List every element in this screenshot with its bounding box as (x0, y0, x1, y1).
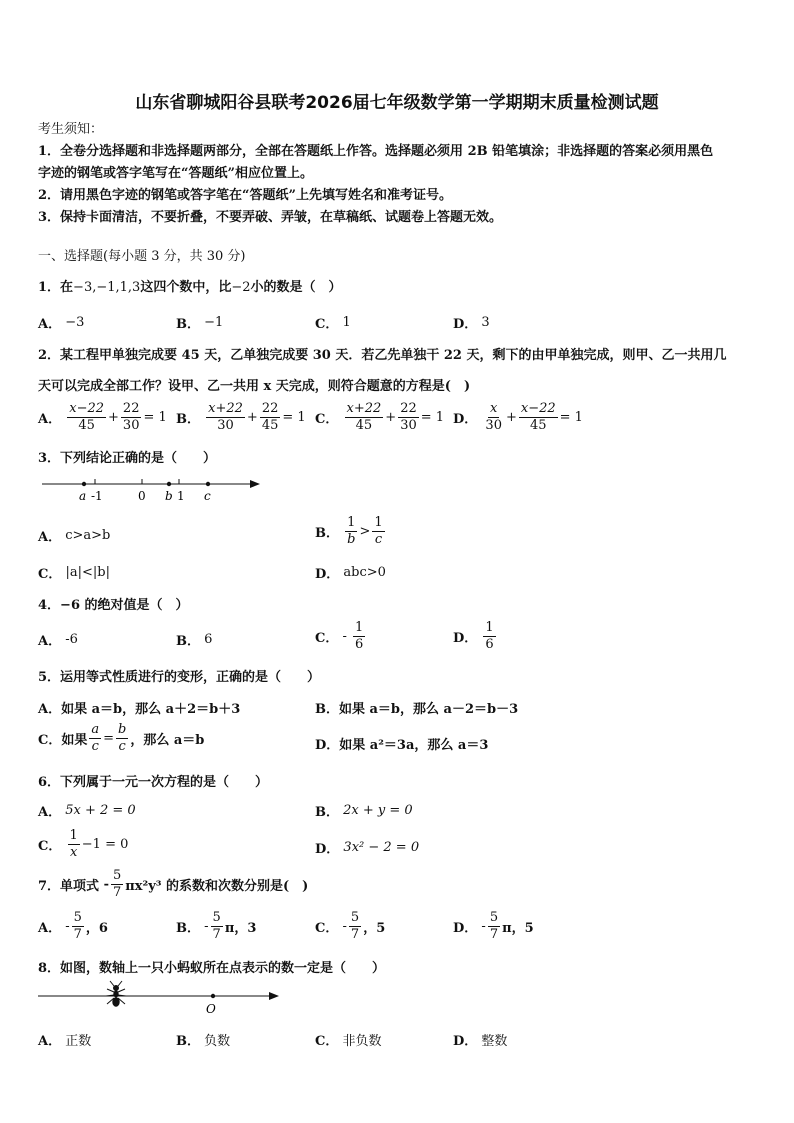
option-b[interactable]: B．如果 a＝b，那么 a－2＝b－3 (315, 702, 519, 717)
option-b[interactable]: B． - $\frac{5}{7}$ π，3 (176, 910, 257, 942)
notice-heading: 考生须知： (38, 122, 104, 137)
number-line-figure (38, 474, 268, 506)
option-b[interactable]: B． −1 (176, 315, 224, 332)
page-title: 山东省聊城阳谷县联考2026届七年级数学第一学期期末质量检测试题 (135, 93, 659, 113)
option-a[interactable]: A． - $\frac{5}{7}$ ，6 (38, 910, 108, 942)
point-a (82, 482, 86, 486)
option-b[interactable]: B． 2x + y = 0 (315, 803, 413, 820)
option-a[interactable]: A． -6 (38, 632, 78, 649)
fraction: $\frac{x}{30}$ (485, 401, 502, 433)
option-a[interactable]: A． −3 (38, 315, 85, 332)
question-4-stem: 4．−6 的绝对值是（ ） (38, 598, 189, 613)
option-b[interactable]: B． $\frac{1}{b}$ > $\frac{1}{c}$ (315, 515, 383, 547)
fraction: $\frac{a}{c}$ (91, 722, 100, 754)
point-b (167, 482, 171, 486)
fraction: $\frac{5}{7}$ (112, 868, 122, 900)
fraction: $\frac{1}{x}$ (69, 828, 78, 860)
fraction: $\frac{22}{45}$ (261, 401, 279, 433)
label-one: 1 (177, 489, 185, 503)
question-1-stem: 1．在−3,−1,1,3这四个数中，比−2小的数是（ ） (38, 280, 342, 295)
option-a[interactable]: A． $\frac{x-22}{45}$ + $\frac{22}{30}$ = 1 (38, 401, 167, 433)
label-c: c (204, 489, 211, 503)
axis-arrow (250, 480, 260, 488)
fraction: $\frac{22}{30}$ (122, 401, 140, 433)
option-c[interactable]: C． $\frac{x+22}{45}$ + $\frac{22}{30}$ = 1 (315, 401, 445, 433)
option-b[interactable]: B． $\frac{x+22}{30}$ + $\frac{22}{45}$ = 1 (176, 401, 306, 433)
option-d[interactable]: D． 3 (453, 315, 490, 332)
question-7-stem: 7．单项式 - $\frac{5}{7}$ πx²y³ 的系数和次数分别是( ) (38, 868, 309, 900)
fraction: $\frac{x-22}{45}$ (69, 401, 105, 433)
option-d[interactable]: D． 整数 (453, 1034, 508, 1049)
option-d[interactable]: D． $\frac{x}{30}$ + $\frac{x-22}{45}$ = 1 (453, 401, 583, 433)
ant-icon (106, 981, 126, 1006)
notice-item: 1．全卷分选择题和非选择题两部分，全部在答题纸上作答。选择题必须用 2B 铅笔填涂；非选择题的答案必须用黑色 (38, 144, 714, 159)
option-c[interactable]: C． - $\frac{1}{6}$ (315, 620, 364, 652)
option-a[interactable]: A． c>a>b (38, 528, 111, 545)
ant-number-line-figure (36, 980, 286, 1016)
label-a: a (79, 489, 87, 503)
question-5-stem: 5．运用等式性质进行的变形，正确的是（ ） (38, 670, 321, 685)
fraction: $\frac{1}{b}$ (347, 515, 356, 547)
fraction: $\frac{5}{7}$ (212, 910, 221, 942)
axis-arrow (269, 992, 279, 1000)
option-a[interactable]: A． 正数 (38, 1034, 92, 1049)
origin-label: O (206, 1002, 216, 1016)
option-d[interactable]: D． - $\frac{5}{7}$ π，5 (453, 910, 534, 942)
option-b[interactable]: B． 6 (176, 632, 213, 649)
fraction: $\frac{1}{6}$ (355, 620, 364, 652)
option-c[interactable]: C．如果 $\frac{a}{c}$ = $\frac{b}{c}$ ，那么 a＝b (38, 722, 205, 754)
option-c[interactable]: C． 1 (315, 315, 351, 332)
question-8-stem: 8．如图，数轴上一只小蚂蚁所在点表示的数一定是（ ） (38, 961, 386, 976)
notice-item: 2．请用黑色字迹的钢笔或答字笔在“答题纸”上先填写姓名和准考证号。 (38, 188, 453, 203)
fraction: $\frac{x+22}{45}$ (346, 401, 382, 433)
option-d[interactable]: D． 3x² − 2 = 0 (315, 840, 420, 857)
label-minus-one: -1 (91, 489, 103, 503)
option-c[interactable]: C． - $\frac{5}{7}$ ，5 (315, 910, 386, 942)
option-b[interactable]: B． 负数 (176, 1034, 231, 1049)
notice-item: 3．保持卡面清洁，不要折叠，不要弄破、弄皱，在草稿纸、试题卷上答题无效。 (38, 210, 503, 225)
fraction: $\frac{5}{7}$ (350, 910, 360, 942)
question-2-line-1: 2．某工程甲单独完成要 45 天，乙单独完成要 30 天．若乙先单独干 22 天，剩下的由甲单独完成，则甲、乙一共用几 (38, 348, 727, 363)
label-b: b (165, 489, 173, 503)
fraction: $\frac{x-22}{45}$ (520, 401, 556, 433)
option-d[interactable]: D．如果 a²＝3a，那么 a＝3 (315, 738, 489, 753)
label-zero: 0 (138, 489, 146, 503)
fraction: $\frac{b}{c}$ (118, 722, 127, 754)
question-3-stem: 3．下列结论正确的是（ ） (38, 451, 217, 466)
fraction: $\frac{1}{c}$ (374, 515, 383, 547)
option-d[interactable]: D． abc>0 (315, 565, 386, 582)
option-d[interactable]: D． $\frac{1}{6}$ (453, 620, 494, 652)
option-c[interactable]: C． 非负数 (315, 1034, 382, 1049)
option-a[interactable]: A． 5x + 2 = 0 (38, 803, 136, 820)
question-2-line-2: 天可以完成全部工作？设甲、乙一共用 x 天完成，则符合题意的方程是( ) (38, 379, 471, 394)
fraction: $\frac{x+22}{30}$ (208, 401, 243, 433)
fraction: $\frac{5}{7}$ (489, 910, 499, 942)
fraction: $\frac{5}{7}$ (73, 910, 82, 942)
section-heading: 一、选择题(每小题 3 分，共 30 分) (38, 249, 246, 264)
option-c[interactable]: C． $\frac{1}{x}$ −1 = 0 (38, 828, 129, 860)
option-a[interactable]: A．如果 a＝b，那么 a＋2＝b＋3 (38, 702, 241, 717)
point-c (206, 482, 210, 486)
fraction: $\frac{1}{6}$ (485, 620, 494, 652)
fraction: $\frac{22}{30}$ (400, 401, 417, 433)
question-6-stem: 6．下列属于一元一次方程的是（ ） (38, 775, 269, 790)
notice-item: 字迹的钢笔或答字笔写在“答题纸”相应位置上。 (38, 166, 313, 181)
option-c[interactable]: C． |a|<|b| (38, 565, 110, 582)
origin-point (211, 994, 215, 998)
